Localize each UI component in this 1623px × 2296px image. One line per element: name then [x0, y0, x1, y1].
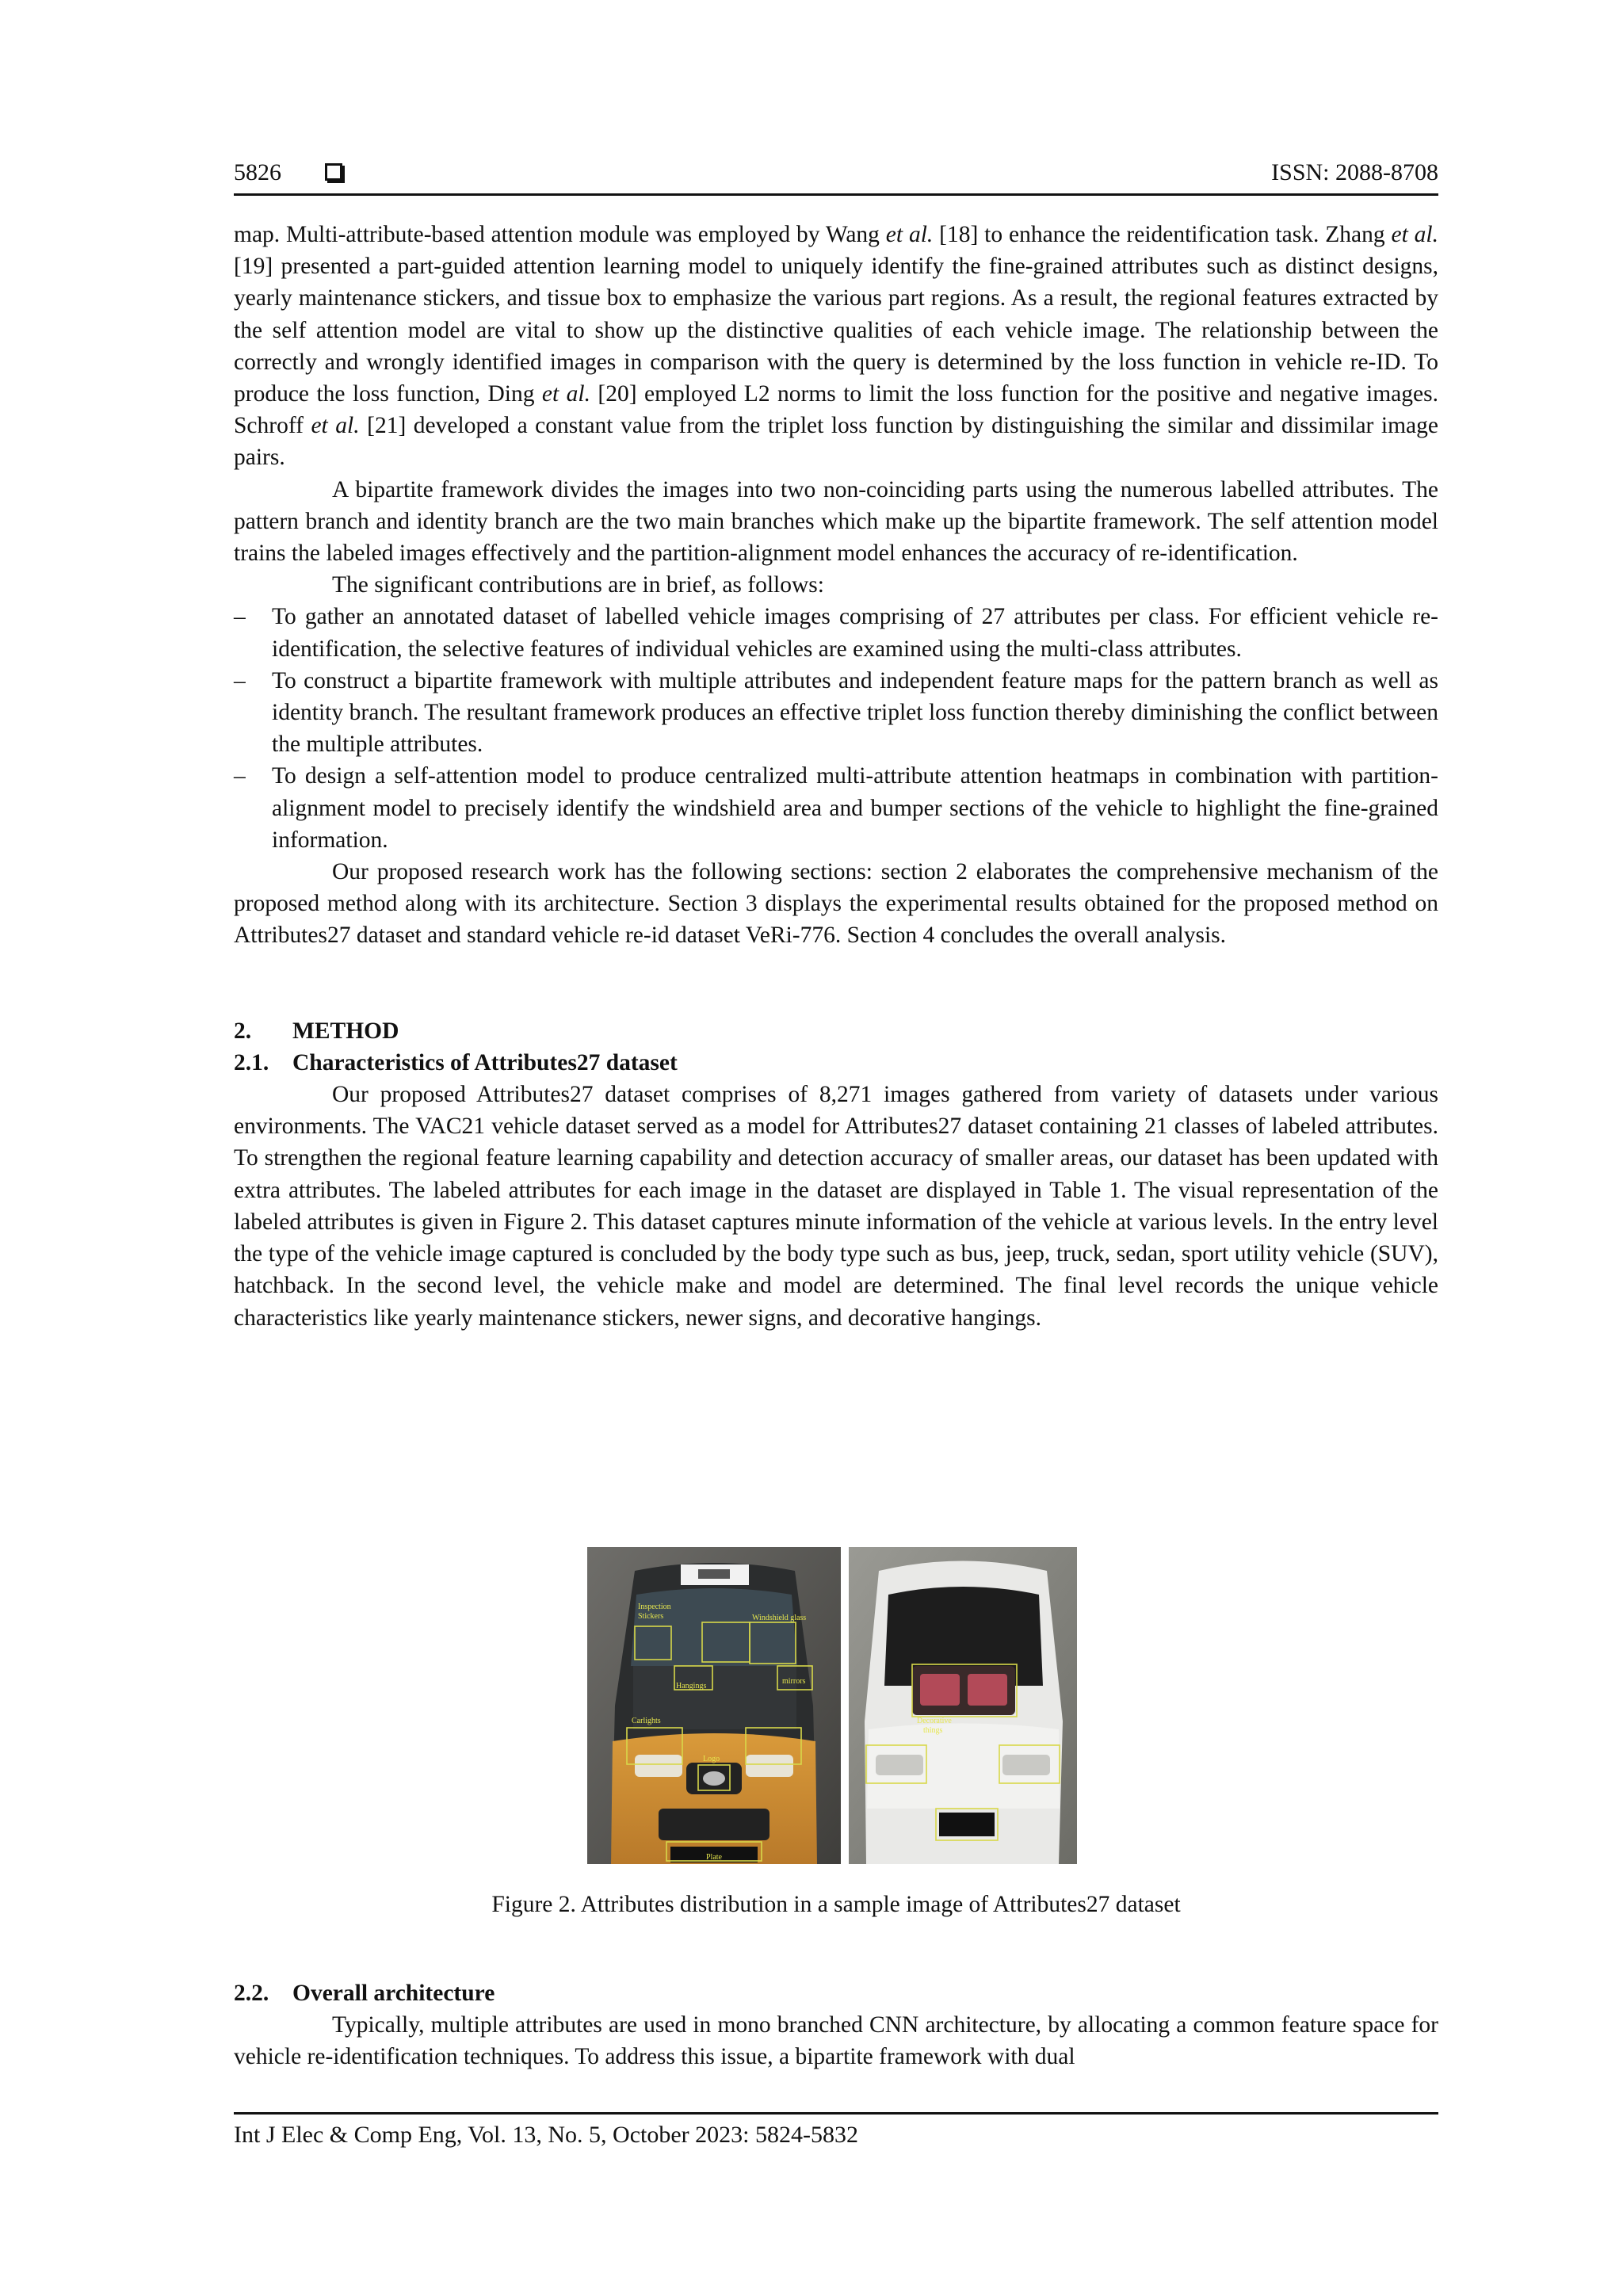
running-header	[234, 155, 1438, 190]
square-bullet-icon	[325, 163, 342, 181]
list-item: – To construct a bipartite framework with multiple attributes and independent feature maps for the pattern branch as well as identity branch. The resultant framework produces an effective triplet loss function thereby diminishing the conflict between the multiple attributes.	[234, 667, 1438, 758]
list-item: – To design a self-attention model to produce centralized multi-attribute attention heatmaps in combination with partition-alignment model to precisely identify the windshield area and bumper sections of the vehicle to highlight the fine-grained information.	[234, 763, 1438, 853]
journal-footer: Int J Elec & Comp Eng, Vol. 13, No. 5, October 2023: 5824-5832	[234, 2122, 858, 2148]
figure-label: Stickers	[638, 1612, 664, 1621]
figure-label: Hangings	[676, 1682, 707, 1690]
figure-label: Windshield glass	[752, 1614, 807, 1622]
figure-label: Inspection	[638, 1603, 671, 1611]
figure-label: Plate	[706, 1853, 722, 1862]
figure-caption: Figure 2. Attributes distribution in a sample image of Attributes27 dataset	[491, 1892, 1181, 1917]
figure-2-image	[587, 1547, 1077, 1864]
figure-label: mirrors	[782, 1677, 806, 1686]
figure-label: Decorative	[917, 1717, 952, 1725]
section-heading: 2. METHOD	[234, 1018, 399, 1044]
intro-paragraph-1: map. Multi-attribute-based attention module was employed by Wang et al. [18] to enhance the reidentification task. Zhang et al. [19] presented a part-guided attention learning model to uniquely identify the fine-grained attributes such as distinct designs, yearly maintenance stickers, and tissue box to emphasize the various part regions. As a result, the regional features extracted by the self attention model are vital to show up the distinctive qualities of each vehicle image. The relationship between the correctly and wrongly identified images in comparison with the query is determined by the loss function in vehicle re-ID. To produce the loss function, Ding et al. [20] employed L2 norms to limit the loss function for the positive and negative images. Schroff et al. [21] developed a constant value from the triplet loss function by distinguishing the similar and dissimilar image pairs.	[234, 222, 1438, 471]
intro-paragraph-3: The significant contributions are in brief, as follows:	[332, 572, 824, 598]
list-item: – To gather an annotated dataset of labelled vehicle images comprising of 27 attributes per class. For efficient vehicle re-identification, the selective features of individual vehicles are examined using the multi-class attributes.	[234, 604, 1438, 662]
vehicle-photos	[587, 1547, 1077, 1864]
figure-label: Carlights	[632, 1717, 661, 1725]
contributions-list	[234, 601, 1438, 856]
footer-rule	[234, 2112, 1438, 2115]
subsection-heading: 2.2. Overall architecture	[234, 1981, 495, 2006]
main-text	[234, 219, 1438, 1334]
figure-label: Logo	[703, 1755, 720, 1763]
method-paragraph-2: Typically, multiple attributes are used in mono branched CNN architecture, by allocating a common feature space for vehicle re-identification techniques. To address this issue, a bipartite framework with dual	[234, 2012, 1438, 2070]
intro-paragraph-4: Our proposed research work has the following sections: section 2 elaborates the comprehensive mechanism of the proposed method along with its architecture. Section 3 displays the experimental results obtained for the proposed method on Attributes27 dataset and standard vehicle re-id dataset VeRi-776. Section 4 concludes the overall analysis.	[234, 859, 1438, 949]
issn-label: ISSN: 2088-8708	[1271, 159, 1438, 185]
figure-label: things	[923, 1726, 943, 1735]
page-number: 5826	[234, 159, 281, 185]
method-paragraph-1: Our proposed Attributes27 dataset comprises of 8,271 images gathered from variety of datasets under various environments. The VAC21 vehicle dataset served as a model for Attributes27 dataset containing 21 classes of labeled attributes. To strengthen the regional feature learning capability and detection accuracy of smaller areas, our dataset has been updated with extra attributes. The labeled attributes for each image in the dataset are displayed in Table 1. The visual representation of the labeled attributes is given in Figure 2. This dataset captures minute information of the vehicle at various levels. In the entry level the type of the vehicle image captured is concluded by the body type such as bus, jeep, truck, sedan, sport utility vehicle (SUV), hatchback. In the second level, the vehicle make and model are determined. The final level records the unique vehicle characteristics like yearly maintenance stickers, newer signs, and decorative hangings.	[234, 1082, 1438, 1331]
header-rule	[234, 193, 1438, 196]
intro-paragraph-2: A bipartite framework divides the images into two non-coinciding parts using the numerous labelled attributes. The pattern branch and identity branch are the two main branches which make up the bipartite framework. The self attention model trains the labeled images effectively and the partition-alignment model enhances the accuracy of re-identification.	[234, 476, 1438, 567]
subsection-heading: 2.1. Characteristics of Attributes27 dataset	[234, 1049, 678, 1075]
main-text-continued	[234, 1977, 1438, 2073]
